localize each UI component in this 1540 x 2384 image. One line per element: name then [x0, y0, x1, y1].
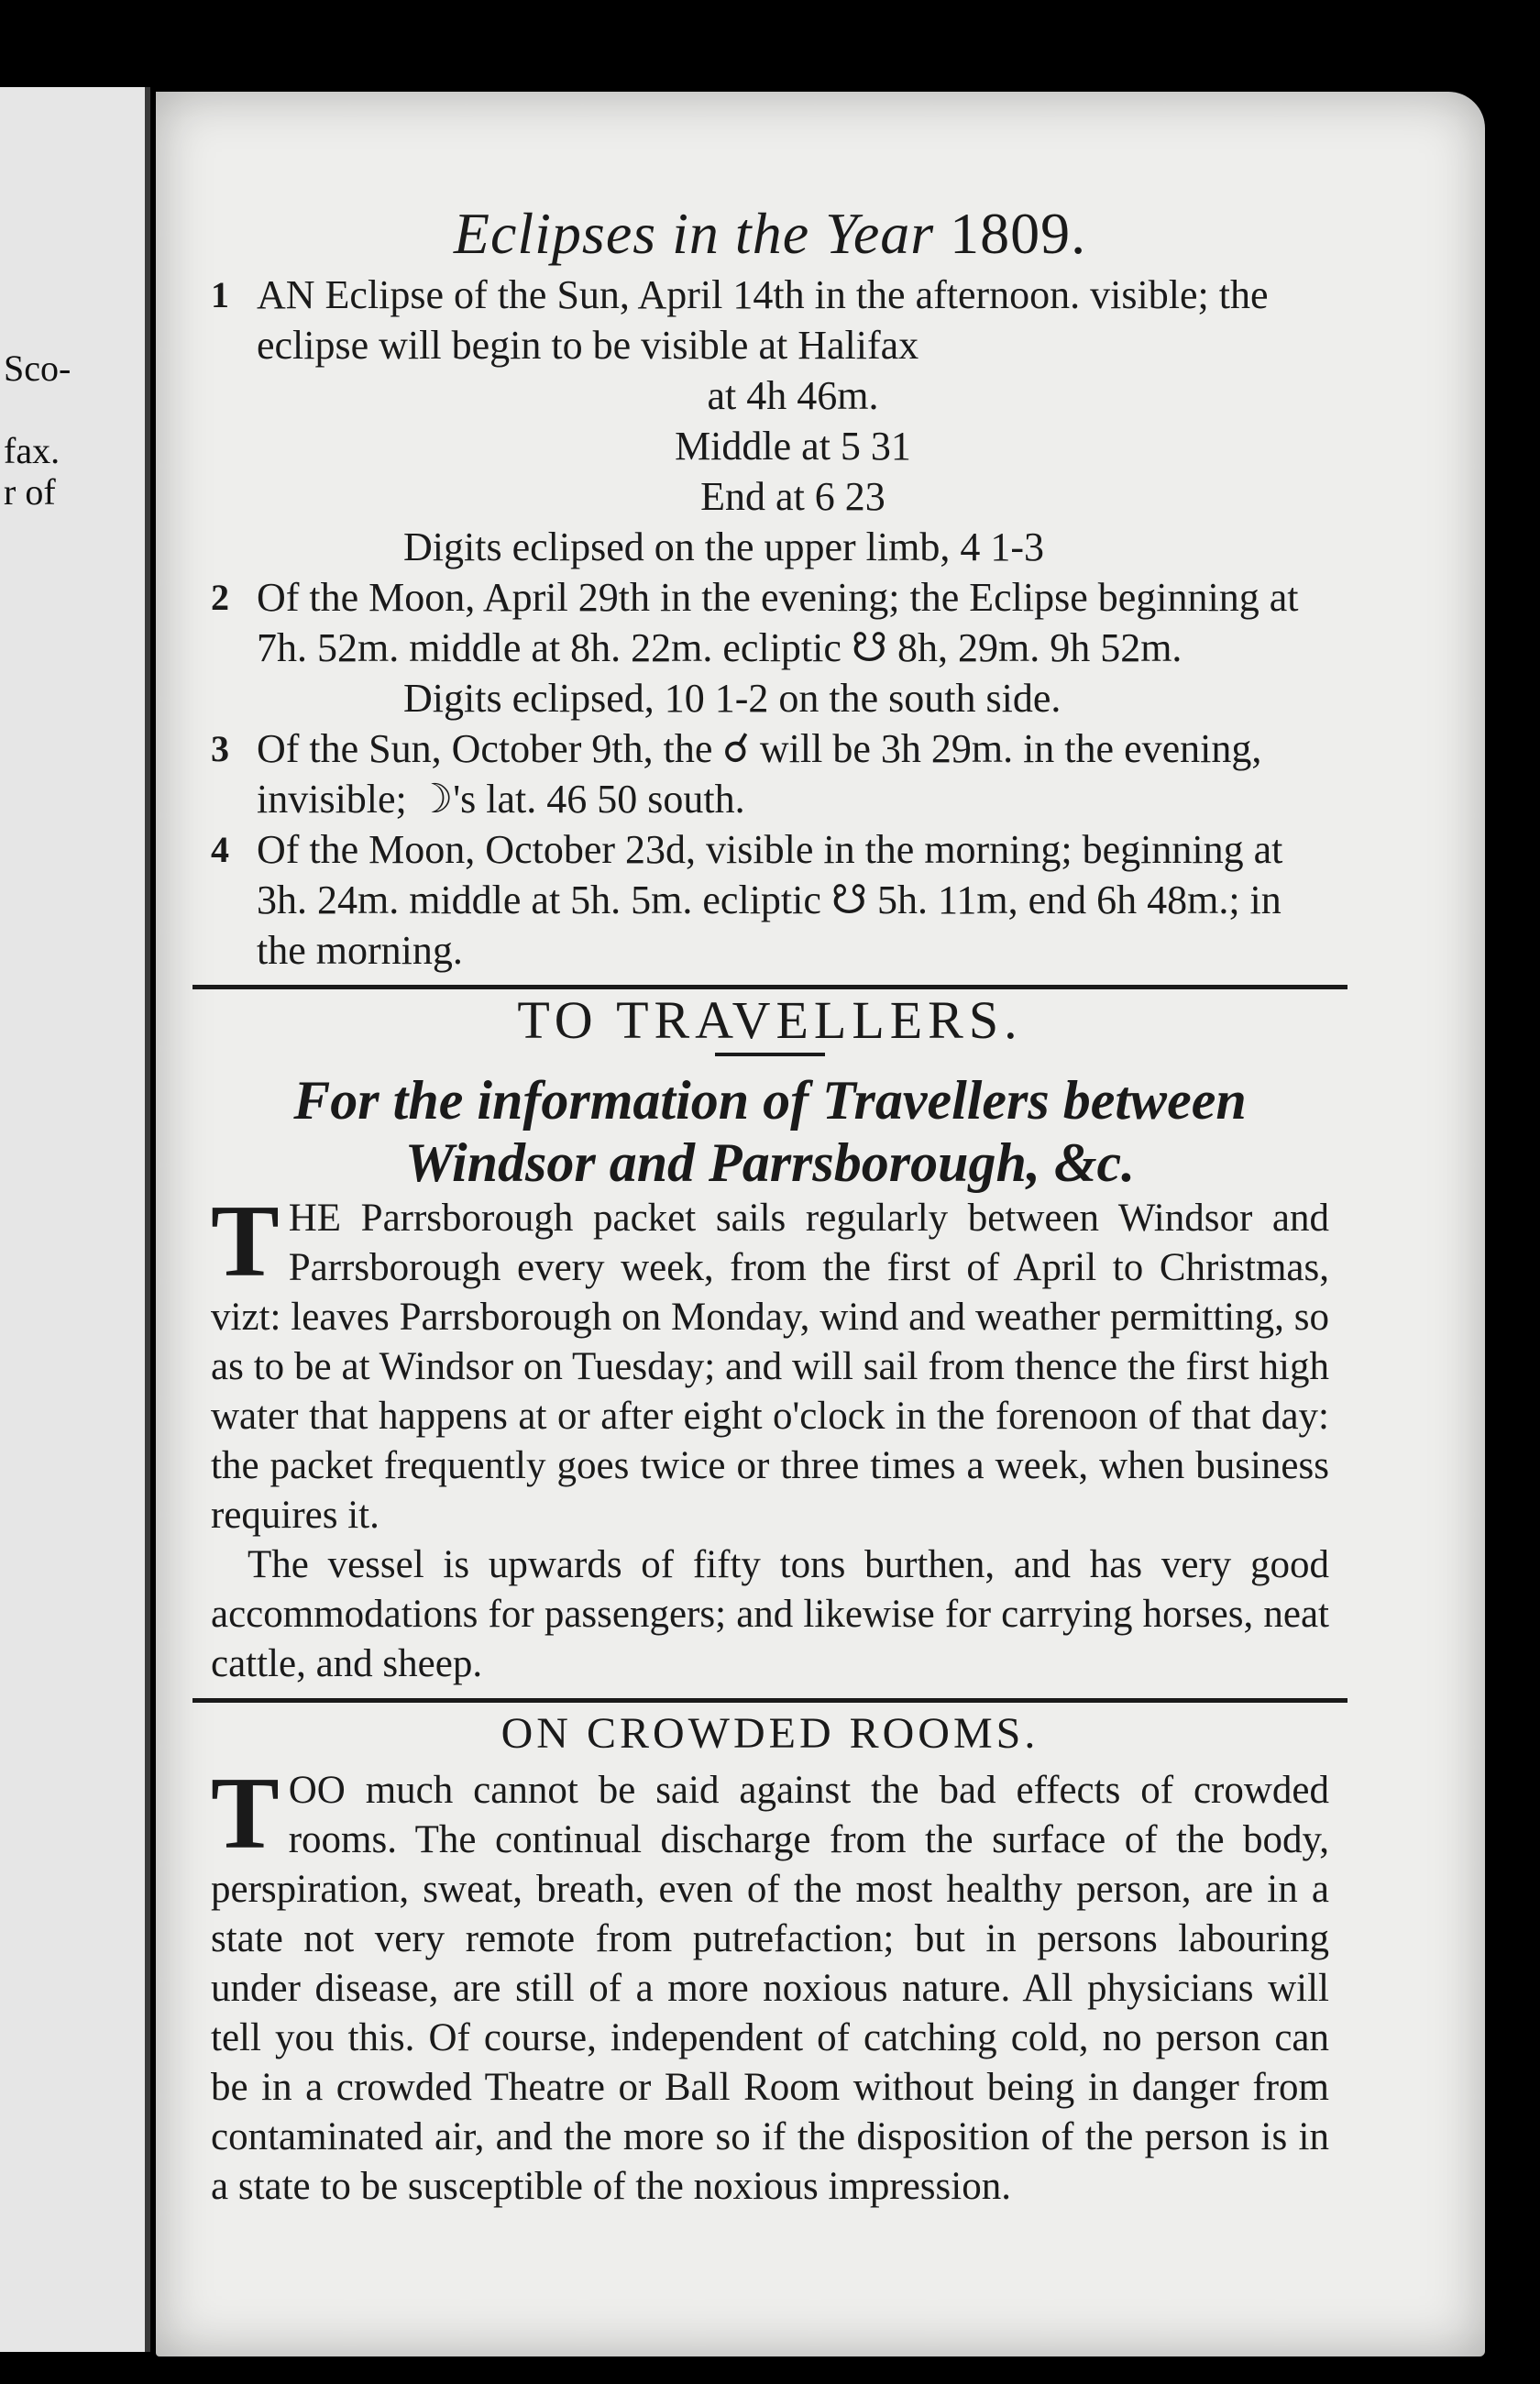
left-fragment-1: Sco- — [4, 348, 72, 389]
crowded-rooms-heading: ON CROWDED ROOMS. — [500, 1709, 1040, 1758]
travellers-section — [211, 990, 1329, 1689]
crowded-rooms-section — [211, 1708, 1329, 2212]
almanac-page — [156, 92, 1485, 2356]
left-facing-page — [0, 87, 150, 2352]
travellers-paragraph-2: The vessel is upwards of fifty tons burthen, and has very good accommodations for passengers; and likewise for carrying horses, neat cattle, and sheep. — [211, 1543, 1329, 1685]
eclipse-item-4 — [211, 824, 1329, 976]
travellers-subheading-line2: Windsor and Parrsborough, &c. — [404, 1132, 1136, 1193]
eclipse-digits: Digits eclipsed, 10 1-2 on the south side. — [403, 676, 1062, 721]
crowded-rooms-paragraph-text: OO much cannot be said against the bad effects of crowded rooms. The continual discharge from the surface of the body, perspiration, sweat, breath, even of the most healthy person, are in a state not very remote from putrefaction; but in persons labouring under disease, are still of a more noxious nature. All physicians will tell you this. Of course, independent of catching cold, no person can be in a crowded Theatre or Ball Room without being in danger from contaminated air, and the more so if the disposition of the person is in a state to be susceptible of the noxious impression. — [211, 1769, 1329, 2208]
eclipse-text: Of the Moon, October 23d, visible in the morning; beginning at 3h. 24m. middle at 5h. 5m. ecliptic ☋ 5h. 11m, end 6h 48m.; in the morning. — [257, 827, 1283, 973]
eclipse-number: 3 — [211, 728, 229, 769]
eclipse-digits: Digits eclipsed on the upper limb, 4 1-3 — [403, 524, 1044, 569]
section-divider — [192, 1698, 1348, 1703]
drop-cap: T — [211, 1757, 280, 1871]
eclipse-number: 2 — [211, 577, 229, 618]
eclipse-text: Of the Moon, April 29th in the evening; the Eclipse beginning at 7h. 52m. middle at 8h. 22m. ecliptic ☋ 8h, 29m. 9h 52m. — [257, 575, 1299, 670]
eclipse-begin-time: at 4h 46m. — [707, 373, 879, 418]
travellers-paragraph-1-text: HE Parrsborough packet sails regularly between Windsor and Parrsborough every week, from the first of April to Christmas, vizt: leaves Parrsborough on Monday, wind and weather permitting, so as to be at Windsor on Tuesday; and will sail from thence the first high water that happens at or after eight o'clock in the forenoon of that day: the packet frequently goes twice or three times a week, when business requires it. — [211, 1197, 1329, 1537]
eclipse-end-time: End at 6 23 — [700, 474, 886, 519]
left-fragment-3: r of — [4, 471, 56, 513]
drop-cap: T — [211, 1185, 280, 1298]
travellers-paragraph-1 — [211, 1185, 1329, 1540]
eclipses-title-text: Eclipses in the Year — [453, 201, 935, 266]
eclipse-text: AN Eclipse of the Sun, April 14th in the afternoon. visible; the eclipse will begin to be visible at Halifax — [257, 272, 1269, 368]
eclipses-title — [211, 202, 1329, 266]
eclipse-middle-time: Middle at 5 31 — [675, 424, 911, 469]
left-fragment-2: fax. — [4, 430, 60, 471]
eclipse-item-1 — [211, 270, 1329, 572]
section-divider — [192, 985, 1348, 989]
eclipse-text: Of the Sun, October 9th, the ☌ will be 3h 29m. in the evening, invisible; ☽'s lat. 46 50 south. — [257, 726, 1262, 822]
travellers-subheading-line1: For the information of Travellers between — [293, 1070, 1247, 1131]
eclipse-number: 1 — [211, 274, 229, 315]
eclipse-item-2 — [211, 572, 1329, 723]
travellers-heading: TO TRAVELLERS. — [517, 990, 1023, 1050]
crowded-rooms-paragraph — [211, 1757, 1329, 2212]
eclipses-section — [211, 202, 1329, 976]
eclipses-title-year: 1809. — [950, 201, 1087, 266]
page-content — [211, 202, 1329, 2212]
eclipse-number: 4 — [211, 829, 229, 870]
short-divider — [715, 1053, 825, 1056]
eclipse-item-3 — [211, 723, 1329, 824]
